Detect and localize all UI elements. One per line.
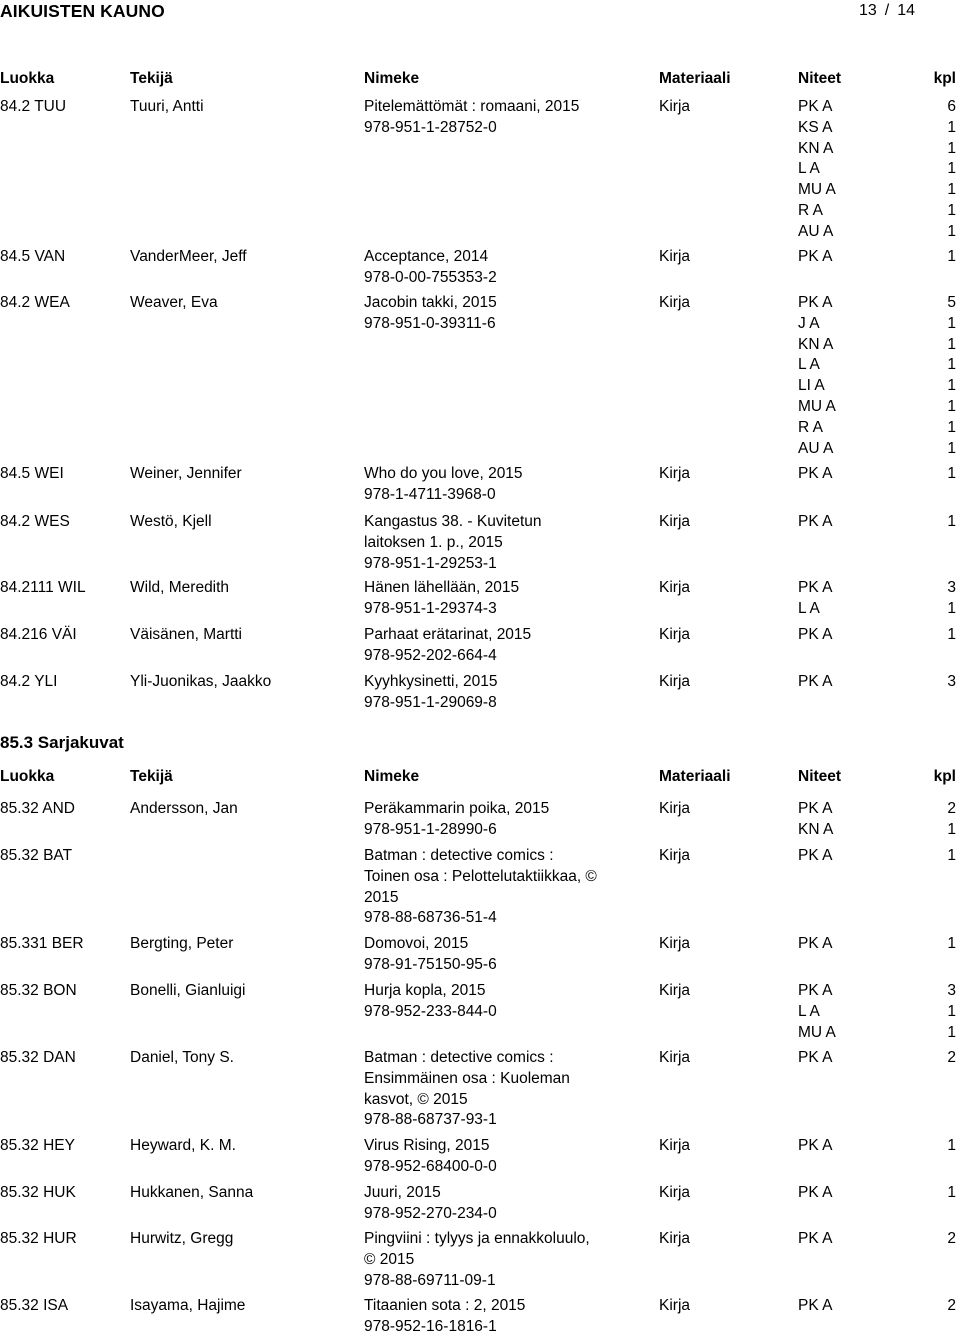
niteet-line: PK A [798, 579, 833, 596]
cell-luokka: 84.2 WEA [0, 294, 70, 311]
cell-materiaali: Kirja [659, 1137, 691, 1154]
nimeke-line: © 2015 [364, 1250, 415, 1268]
cell-kpl [916, 1136, 956, 1157]
cell-kpl [916, 846, 956, 867]
niteet-line: AU A [798, 222, 834, 240]
cell-luokka: 85.331 BER [0, 935, 84, 952]
nimeke-line: 978-951-1-29253-1 [364, 554, 497, 572]
cell-tekija: Daniel, Tony S. [130, 1049, 234, 1066]
page-indicator [859, 2, 915, 20]
kpl-line: 2 [947, 1297, 956, 1314]
niteet-line: PK A [798, 1049, 833, 1066]
cell-kpl [916, 672, 956, 693]
nimeke-line: Acceptance, 2014 [364, 248, 489, 265]
nimeke-line: Toinen osa : Pelottelutaktiikkaa, © [364, 867, 597, 885]
kpl-line: 6 [947, 98, 956, 115]
nimeke-line: 978-951-1-28990-6 [364, 820, 497, 838]
header-materiaali: Materiaali [659, 768, 731, 785]
table-header-1 [0, 70, 960, 90]
cell-luokka: 85.32 AND [0, 800, 75, 817]
cell-materiaali: Kirja [659, 1049, 691, 1066]
cell-niteet [798, 293, 868, 459]
nimeke-line: 978-1-4711-3968-0 [364, 485, 496, 503]
kpl-line: 1 [947, 439, 956, 457]
cell-tekija: Hurwitz, Gregg [130, 1230, 234, 1247]
cell-niteet [798, 464, 868, 485]
niteet-line: PK A [798, 1297, 833, 1314]
nimeke-line: Hurja kopla, 2015 [364, 982, 486, 999]
kpl-line: 1 [947, 377, 956, 395]
kpl-line: 1 [947, 139, 956, 157]
kpl-line: 1 [947, 1002, 956, 1020]
nimeke-line: 978-951-0-39311-6 [364, 314, 496, 332]
cell-niteet [798, 799, 868, 841]
nimeke-line: Who do you love, 2015 [364, 465, 523, 482]
nimeke-line: Juuri, 2015 [364, 1184, 441, 1201]
cell-niteet [798, 1136, 868, 1157]
nimeke-line: 978-952-68400-0-0 [364, 1157, 497, 1175]
cell-materiaali: Kirja [659, 248, 691, 265]
header-niteet: Niteet [798, 70, 842, 87]
header-nimeke: Nimeke [364, 70, 420, 87]
header-nimeke: Nimeke [364, 768, 420, 785]
nimeke-line: Virus Rising, 2015 [364, 1137, 490, 1154]
cell-materiaali: Kirja [659, 294, 691, 311]
cell-tekija: Wild, Meredith [130, 579, 230, 596]
kpl-line: 1 [947, 820, 956, 838]
cell-nimeke [364, 625, 626, 667]
nimeke-line: kasvot, © 2015 [364, 1090, 468, 1108]
niteet-line: R A [798, 418, 823, 436]
cell-niteet [798, 625, 868, 646]
cell-nimeke [364, 578, 626, 620]
cell-tekija: Isayama, Hajime [130, 1297, 246, 1314]
nimeke-line: 978-952-270-234-0 [364, 1204, 497, 1222]
kpl-line: 1 [947, 513, 956, 530]
cell-niteet [798, 247, 868, 268]
kpl-line: 1 [947, 1184, 956, 1201]
niteet-line: MU A [798, 181, 836, 199]
page-current: 13 [858, 2, 877, 19]
niteet-line: PK A [798, 513, 833, 530]
nimeke-line: Peräkammarin poika, 2015 [364, 800, 550, 817]
cell-materiaali: Kirja [659, 982, 691, 999]
cell-materiaali: Kirja [659, 673, 691, 690]
niteet-line: PK A [798, 673, 833, 690]
cell-tekija: Weiner, Jennifer [130, 465, 242, 482]
cell-kpl [916, 799, 956, 841]
cell-nimeke [364, 1296, 626, 1338]
nimeke-line: 978-951-1-28752-0 [364, 118, 497, 136]
nimeke-line: 978-952-16-1816-1 [364, 1317, 497, 1335]
nimeke-line: Batman : detective comics : [364, 847, 554, 864]
kpl-line: 1 [947, 222, 956, 240]
header-materiaali: Materiaali [659, 70, 731, 87]
nimeke-line: 978-88-68737-93-1 [364, 1111, 497, 1129]
nimeke-line: Hänen lähellään, 2015 [364, 579, 520, 596]
kpl-line: 1 [947, 599, 956, 617]
cell-materiaali: Kirja [659, 626, 691, 643]
cell-niteet [798, 934, 868, 955]
niteet-line: KS A [798, 118, 833, 136]
nimeke-line: Jacobin takki, 2015 [364, 294, 497, 311]
table-header-2 [0, 768, 960, 788]
cell-tekija: Westö, Kjell [130, 513, 212, 530]
cell-materiaali: Kirja [659, 1230, 691, 1247]
cell-materiaali: Kirja [659, 579, 691, 596]
cell-materiaali: Kirja [659, 1297, 691, 1314]
niteet-line: J A [798, 314, 820, 332]
cell-nimeke [364, 1183, 626, 1225]
cell-tekija: Yli-Juonikas, Jaakko [130, 673, 272, 690]
kpl-line: 3 [947, 673, 956, 690]
cell-nimeke [364, 512, 626, 574]
cell-luokka: 84.2 WES [0, 513, 70, 530]
cell-luokka: 85.32 ISA [0, 1297, 69, 1314]
cell-kpl [916, 247, 956, 268]
cell-niteet [798, 846, 868, 867]
kpl-line: 1 [947, 181, 956, 199]
cell-luokka: 85.32 BAT [0, 847, 73, 864]
niteet-line: PK A [798, 1137, 833, 1154]
niteet-line: KN A [798, 139, 834, 157]
cell-nimeke [364, 981, 626, 1023]
nimeke-line: Parhaat erätarinat, 2015 [364, 626, 532, 643]
cell-tekija: VanderMeer, Jeff [130, 248, 247, 265]
niteet-line: L A [798, 356, 820, 374]
cell-tekija: Hukkanen, Sanna [130, 1184, 254, 1201]
cell-nimeke [364, 464, 626, 506]
cell-luokka: 85.32 HUK [0, 1184, 76, 1201]
kpl-line: 1 [947, 397, 956, 415]
cell-nimeke [364, 247, 626, 289]
header-tekija: Tekijä [130, 768, 173, 785]
kpl-line: 1 [947, 626, 956, 643]
cell-kpl [916, 1183, 956, 1204]
cell-kpl [916, 1048, 956, 1069]
kpl-line: 2 [947, 1230, 956, 1247]
kpl-line: 3 [947, 579, 956, 596]
nimeke-line: 978-88-69711-09-1 [364, 1271, 496, 1289]
nimeke-line: 978-91-75150-95-6 [364, 955, 497, 973]
cell-nimeke [364, 846, 626, 929]
cell-niteet [798, 97, 868, 243]
kpl-line: 1 [947, 465, 956, 482]
kpl-line: 1 [947, 160, 956, 178]
cell-nimeke [364, 97, 626, 139]
page-total: 14 [897, 2, 915, 19]
cell-luokka: 85.32 HEY [0, 1137, 75, 1154]
kpl-line: 1 [947, 1137, 956, 1154]
section-title: 85.3 Sarjakuvat [0, 733, 124, 752]
kpl-line: 1 [947, 847, 956, 864]
cell-niteet [798, 1296, 868, 1317]
niteet-line: PK A [798, 982, 833, 999]
niteet-line: KN A [798, 820, 834, 838]
cell-kpl [916, 97, 956, 243]
niteet-line: MU A [798, 397, 836, 415]
nimeke-line: 2015 [364, 888, 399, 906]
cell-niteet [798, 672, 868, 693]
kpl-line: 1 [947, 118, 956, 136]
cell-materiaali: Kirja [659, 800, 691, 817]
document-title: AIKUISTEN KAUNO [0, 1, 165, 21]
nimeke-line: Ensimmäinen osa : Kuoleman [364, 1069, 570, 1087]
header-niteet: Niteet [798, 768, 842, 785]
cell-nimeke [364, 1229, 626, 1291]
niteet-line: MU A [798, 1023, 836, 1041]
cell-nimeke [364, 672, 626, 714]
cell-materiaali: Kirja [659, 1184, 691, 1201]
nimeke-line: 978-952-202-664-4 [364, 646, 497, 664]
cell-kpl [916, 293, 956, 459]
header-kpl: kpl [933, 768, 956, 785]
cell-luokka: 84.2 YLI [0, 673, 58, 690]
kpl-line: 1 [947, 248, 956, 265]
cell-luokka: 85.32 HUR [0, 1230, 77, 1247]
cell-materiaali: Kirja [659, 465, 691, 482]
cell-kpl [916, 625, 956, 646]
cell-tekija: Weaver, Eva [130, 294, 218, 311]
kpl-line: 1 [947, 314, 956, 332]
cell-nimeke [364, 799, 626, 841]
cell-kpl [916, 1229, 956, 1250]
kpl-line: 1 [947, 335, 956, 353]
cell-kpl [916, 464, 956, 485]
cell-luokka: 84.5 VAN [0, 248, 66, 265]
niteet-line: PK A [798, 1184, 833, 1201]
cell-materiaali: Kirja [659, 935, 691, 952]
niteet-line: PK A [798, 98, 833, 115]
cell-luokka: 85.32 DAN [0, 1049, 76, 1066]
kpl-line: 1 [947, 1023, 956, 1041]
cell-nimeke [364, 934, 626, 976]
cell-materiaali: Kirja [659, 98, 691, 115]
nimeke-line: Batman : detective comics : [364, 1049, 554, 1066]
cell-niteet [798, 981, 868, 1043]
nimeke-line: Kangastus 38. - Kuvitetun [364, 513, 542, 530]
cell-tekija: Väisänen, Martti [130, 626, 242, 643]
nimeke-line: 978-88-68736-51-4 [364, 909, 497, 927]
page-header [0, 0, 960, 24]
kpl-line: 1 [947, 201, 956, 219]
cell-tekija: Tuuri, Antti [130, 98, 204, 115]
kpl-line: 2 [947, 1049, 956, 1066]
kpl-line: 1 [947, 935, 956, 952]
page-separator: / [884, 2, 890, 19]
niteet-line: L A [798, 1002, 820, 1020]
nimeke-line: 978-0-00-755353-2 [364, 268, 497, 286]
cell-kpl [916, 934, 956, 955]
header-kpl: kpl [933, 70, 956, 87]
cell-niteet [798, 512, 868, 533]
niteet-line: PK A [798, 465, 833, 482]
cell-nimeke [364, 1048, 626, 1131]
cell-materiaali: Kirja [659, 513, 691, 530]
niteet-line: PK A [798, 626, 833, 643]
nimeke-line: 978-952-233-844-0 [364, 1002, 497, 1020]
nimeke-line: laitoksen 1. p., 2015 [364, 533, 503, 551]
nimeke-line: Kyyhkysinetti, 2015 [364, 673, 498, 690]
kpl-line: 5 [947, 294, 956, 311]
niteet-line: PK A [798, 800, 833, 817]
niteet-line: PK A [798, 294, 833, 311]
cell-niteet [798, 1229, 868, 1250]
header-tekija: Tekijä [130, 70, 173, 87]
niteet-line: PK A [798, 1230, 833, 1247]
cell-luokka: 85.32 BON [0, 982, 77, 999]
niteet-line: PK A [798, 847, 833, 864]
cell-niteet [798, 578, 868, 620]
niteet-line: R A [798, 201, 823, 219]
nimeke-line: Pingviini : tylyys ja ennakkoluulo, [364, 1230, 590, 1247]
niteet-line: KN A [798, 335, 834, 353]
cell-niteet [798, 1048, 868, 1069]
cell-kpl [916, 578, 956, 620]
cell-nimeke [364, 1136, 626, 1178]
cell-luokka: 84.2 TUU [0, 98, 67, 115]
header-luokka: Luokka [0, 70, 55, 87]
cell-kpl [916, 981, 956, 1043]
header-luokka: Luokka [0, 768, 55, 785]
nimeke-line: Pitelemättömät : romaani, 2015 [364, 98, 580, 115]
cell-luokka: 84.2111 WIL [0, 579, 86, 596]
niteet-line: PK A [798, 248, 833, 265]
nimeke-line: Titaanien sota : 2, 2015 [364, 1297, 526, 1314]
kpl-line: 3 [947, 982, 956, 999]
niteet-line: L A [798, 599, 820, 617]
cell-tekija: Bergting, Peter [130, 935, 234, 952]
cell-materiaali: Kirja [659, 847, 691, 864]
cell-kpl [916, 512, 956, 533]
cell-nimeke [364, 293, 626, 335]
cell-kpl [916, 1296, 956, 1317]
niteet-line: L A [798, 160, 820, 178]
cell-tekija: Heyward, K. M. [130, 1137, 236, 1154]
nimeke-line: 978-951-1-29374-3 [364, 599, 497, 617]
kpl-line: 1 [947, 356, 956, 374]
niteet-line: AU A [798, 439, 834, 457]
kpl-line: 2 [947, 800, 956, 817]
niteet-line: PK A [798, 935, 833, 952]
kpl-line: 1 [947, 418, 956, 436]
cell-niteet [798, 1183, 868, 1204]
cell-luokka: 84.5 WEI [0, 465, 64, 482]
nimeke-line: 978-951-1-29069-8 [364, 693, 497, 711]
cell-tekija: Andersson, Jan [130, 800, 238, 817]
nimeke-line: Domovoi, 2015 [364, 935, 469, 952]
niteet-line: LI A [798, 377, 825, 395]
cell-tekija: Bonelli, Gianluigi [130, 982, 246, 999]
cell-luokka: 84.216 VÄI [0, 626, 77, 643]
